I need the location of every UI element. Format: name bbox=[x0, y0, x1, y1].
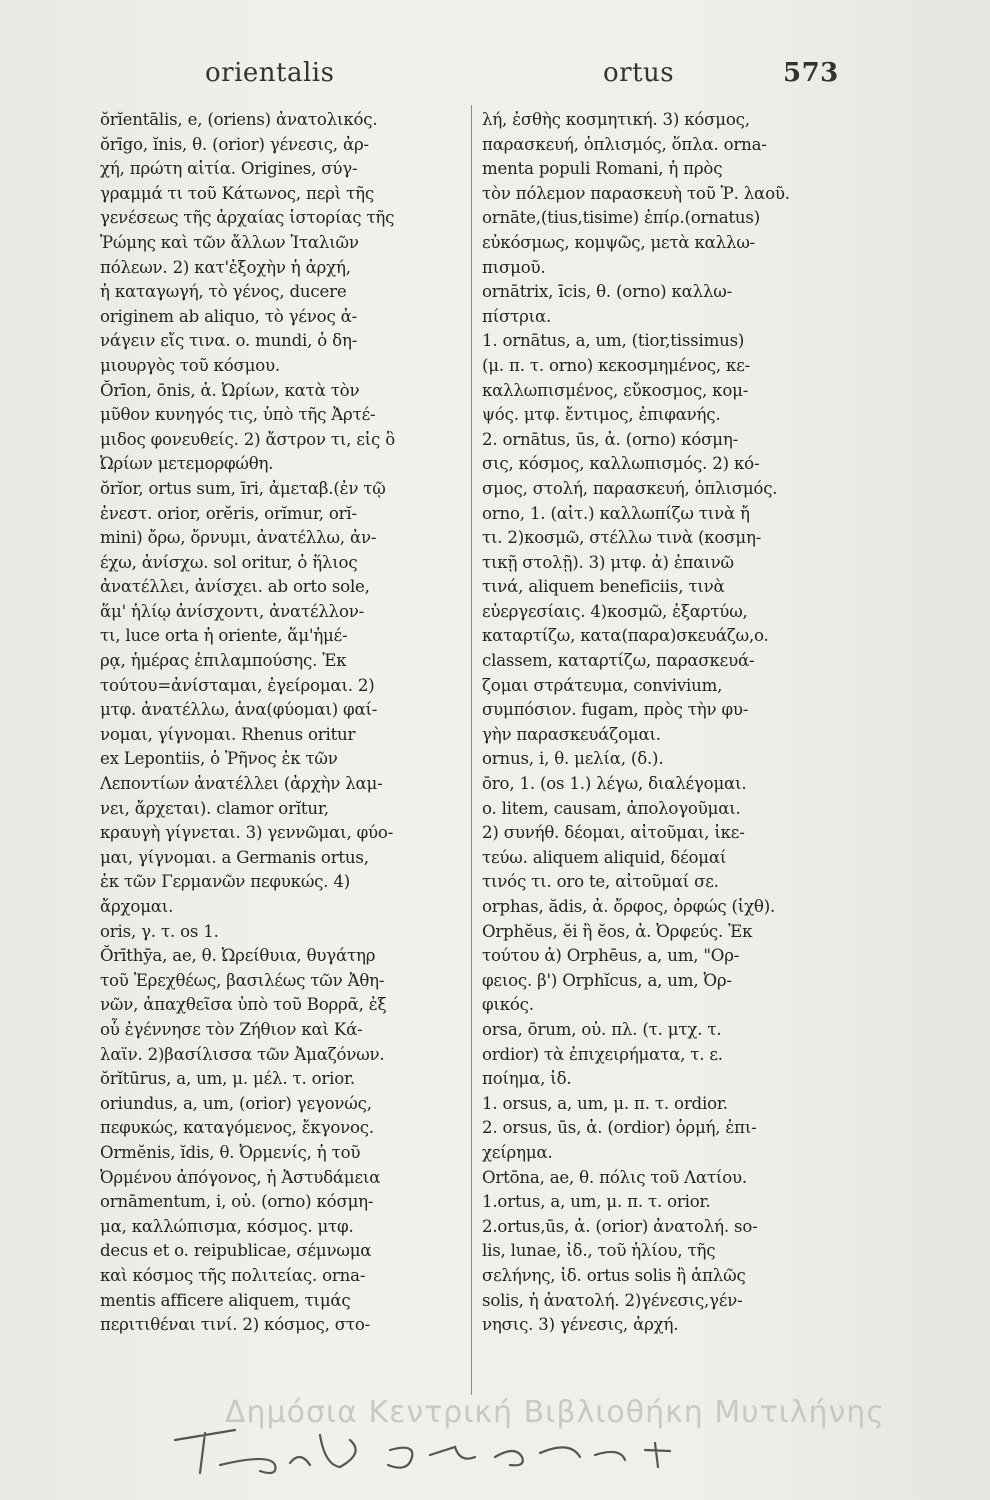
entry-line: οὗ ἐγέννησε τὸν Ζήθιον καὶ Κά- bbox=[100, 1019, 363, 1039]
entry-line: ornātrix, īcis, θ. (orno) καλλω- bbox=[482, 282, 733, 302]
entry-line: 2. orsus, ūs, ἀ. (ordior) ὁρμή, ἐπι- bbox=[482, 1118, 757, 1138]
entry-line: πεφυκώς, καταγόμενος, ἔκγονος. bbox=[100, 1118, 374, 1138]
entry-line: τεύω. aliquem aliquid, δέομαί bbox=[482, 847, 727, 867]
entry-line: ŏrīgo, ĭnis, θ. (orior) γένεσις, ἀρ- bbox=[100, 134, 369, 154]
entry-line: νει, ἄρχεται). clamor orĭtur, bbox=[100, 798, 329, 818]
page-number: 573 bbox=[783, 58, 839, 88]
entry-line: γενέσεως τῆς ἀρχαίας ἱστορίας τῆς bbox=[100, 208, 395, 228]
entry-line: ρᾳ, ἡμέρας ἐπιλαμπούσης. Ἐκ bbox=[100, 651, 347, 671]
entry-line: 1.ortus, a, um, μ. π. τ. orior. bbox=[482, 1192, 711, 1212]
entry-line: Ŏrīon, ōnis, ἀ. Ὠρίων, κατὰ τὸν bbox=[100, 380, 360, 400]
entry-line: (μ. π. τ. orno) κεκοσμημένος, κε- bbox=[482, 355, 750, 375]
running-head-left: orientalis bbox=[205, 58, 335, 88]
left-column bbox=[100, 108, 462, 1338]
entry-line: συμπόσιον. fugam, πρὸς τὴν φυ- bbox=[482, 700, 749, 720]
entry-line: Orphĕus, ĕi ἢ ĕos, ἀ. Ὀρφεύς. Ἐκ bbox=[482, 921, 753, 941]
entry-line: 1. orsus, a, um, μ. π. τ. ordior. bbox=[482, 1093, 728, 1113]
entry-line: σμος, στολή, παρασκευή, ὁπλισμός. bbox=[482, 478, 778, 498]
entry-line: νησις. 3) γένεσις, ἀρχή. bbox=[482, 1315, 679, 1335]
entry-line: χείρημα. bbox=[482, 1142, 553, 1162]
entry-line: lis, lunae, ἰδ., τοῦ ἡλίου, τῆς bbox=[482, 1241, 716, 1261]
entry-line: μῦθον κυνηγός τις, ὑπὸ τῆς Ἀρτέ- bbox=[100, 405, 376, 425]
library-watermark: Δημόσια Κεντρική Βιβλιοθήκη Μυτιλήνης bbox=[225, 1395, 885, 1430]
entry-line: τινά, aliquem beneficiis, τινὰ bbox=[482, 577, 725, 597]
entry-line: orsa, ōrum, οὐ. πλ. (τ. μτχ. τ. bbox=[482, 1019, 722, 1039]
entry-line: καταρτίζω, κατα(παρα)σκευάζω,o. bbox=[482, 626, 769, 646]
entry-line: orphas, ădis, ἀ. ὄρφος, ὀρφώς (ἰχθ). bbox=[482, 897, 776, 916]
entry-line: παρασκευή, ὁπλισμός, ὅπλα. orna- bbox=[482, 134, 767, 154]
entry-line: περιτιθέναι τινί. 2) κόσμος, στο- bbox=[100, 1315, 371, 1335]
entry-line: ornāte,(tius,tisime) ἐπίρ.(ornatus) bbox=[482, 208, 760, 228]
entry-line: ŏrĭentālis, e, (oriens) ἀνατολικός. bbox=[100, 110, 378, 129]
entry-line: τινός τι. oro te, αἰτοῦμαί σε. bbox=[482, 872, 719, 892]
entry-line: γὴν παρασκευάζομαι. bbox=[482, 724, 661, 744]
entry-line: ἐνεστ. orior, orĕris, orĭmur, orĭ- bbox=[100, 503, 357, 523]
entry-line: mini) ὄρω, ὄρνυμι, ἀνατέλλω, ἀν- bbox=[100, 528, 377, 548]
entry-line: oriundus, a, um, (orior) γεγονώς, bbox=[100, 1093, 372, 1113]
entry-line: ŏrĭtūrus, a, um, μ. μέλ. τ. orior. bbox=[100, 1069, 355, 1089]
entry-line: εὐκόσμως, κομψῶς, μετὰ καλλω- bbox=[482, 232, 756, 252]
entry-line: τι. 2)κοσμῶ, στέλλω τινὰ (κοσμη- bbox=[482, 528, 762, 548]
entry-line: ποίημα, ἰδ. bbox=[482, 1069, 572, 1089]
entry-line: ἡ καταγωγή, τὸ γένος, ducere bbox=[100, 282, 347, 302]
entry-line: ψός. μτφ. ἔντιμος, ἐπιφανής. bbox=[482, 405, 721, 425]
entry-line: λαϊν. 2)βασίλισσα τῶν Ἀμαζόνων. bbox=[100, 1044, 385, 1064]
entry-line: ζομαι στράτευμα, convivium, bbox=[482, 675, 723, 695]
entry-line: πόλεων. 2) κατ'ἐξοχὴν ἡ ἀρχή, bbox=[100, 257, 351, 277]
entry-line: σις, κόσμος, καλλωπισμός. 2) κό- bbox=[482, 454, 760, 474]
entry-line: ἐκ τῶν Γερμανῶν πεφυκώς. 4) bbox=[100, 872, 351, 892]
entry-line: 2. ornātus, ūs, ἀ. (orno) κόσμη- bbox=[482, 429, 738, 449]
entry-line: ἅμ' ἡλίῳ ἀνίσχοντι, ἀνατέλλον- bbox=[100, 601, 365, 621]
entry-line: Ortōna, ae, θ. πόλις τοῦ Λατίου. bbox=[482, 1167, 747, 1187]
entry-line: μιουργὸς τοῦ κόσμου. bbox=[100, 355, 280, 375]
entry-line: χή, πρώτη αἰτία. Origines, σύγ- bbox=[100, 159, 358, 179]
entry-line: originem ab aliquo, τὸ γένος ἀ- bbox=[100, 306, 358, 326]
entry-line: τούτου=ἀνίσταμαι, ἐγείρομαι. 2) bbox=[100, 675, 375, 695]
entry-line: τι, luce orta ἡ oriente, ἅμ'ἡμέ- bbox=[100, 626, 348, 646]
entry-line: solis, ἡ ἀνατολή. 2)γένεσις,γέν- bbox=[482, 1290, 743, 1310]
entry-line: νομαι, γίγνομαι. Rhenus oritur bbox=[100, 724, 356, 744]
entry-line: καὶ κόσμος τῆς πολιτείας. orna- bbox=[100, 1265, 366, 1285]
entry-line: oris, γ. τ. os 1. bbox=[100, 921, 219, 941]
entry-line: o. litem, causam, ἀπολογοῦμαι. bbox=[482, 798, 741, 818]
entry-line: τικῇ στολῇ). 3) μτφ. ἀ) ἐπαινῶ bbox=[482, 552, 734, 572]
entry-line: menta populi Romani, ἡ πρὸς bbox=[482, 159, 723, 179]
entry-line: Ὠρίων μετεμορφώθη. bbox=[100, 454, 274, 474]
entry-line: 1. ornātus, a, um, (tior,tissimus) bbox=[482, 331, 745, 351]
entry-line: Ormĕnis, ĭdis, θ. Ὀρμενίς, ἡ τοῦ bbox=[100, 1142, 361, 1162]
right-column bbox=[482, 108, 854, 1338]
entry-line: κραυγὴ γίγνεται. 3) γεννῶμαι, φύο- bbox=[100, 823, 394, 843]
entry-line: καλλωπισμένος, εὔκοσμος, κομ- bbox=[482, 380, 749, 400]
entry-line: έχω, ἀνίσχω. sol oritur, ὁ ἥλιος bbox=[100, 552, 358, 572]
entry-line: λή, ἐσθὴς κοσμητική. 3) κόσμος, bbox=[482, 110, 750, 129]
entry-line: εὐεργεσίαις. 4)κοσμῶ, ἐξαρτύω, bbox=[482, 601, 748, 621]
entry-line: ex Lepontiis, ὁ Ῥῆνος ἐκ τῶν bbox=[100, 749, 338, 769]
entry-line: μιδος φονευθείς. 2) ἄστρον τι, εἰς ὃ bbox=[100, 429, 395, 449]
entry-line: φικός. bbox=[482, 995, 534, 1015]
entry-line: ἀνατέλλει, ἀνίσχει. ab orto sole, bbox=[100, 577, 370, 597]
entry-line: ornus, i, θ. μελία, (δ.). bbox=[482, 749, 664, 769]
entry-line: ἄρχομαι. bbox=[100, 897, 174, 916]
entry-line: νάγειν εἴς τινα. o. mundi, ὁ δη- bbox=[100, 331, 358, 351]
entry-line: ordior) τὰ ἐπιχειρήματα, τ. ε. bbox=[482, 1044, 723, 1064]
entry-line: γραμμά τι τοῦ Κάτωνος, περὶ τῆς bbox=[100, 183, 374, 203]
running-head-right: ortus bbox=[603, 58, 675, 88]
entry-line: classem, καταρτίζω, παρασκευά- bbox=[482, 651, 755, 671]
entry-line: νῶν, ἁπαχθεῖσα ὑπὸ τοῦ Βορρᾶ, ἐξ bbox=[100, 995, 387, 1015]
entry-line: μτφ. ἀνατέλλω, ἀνα(φύομαι) φαί- bbox=[100, 700, 378, 720]
entry-line: τούτου ἀ) Orphēus, a, um, "Ορ- bbox=[482, 946, 740, 966]
entry-line: ornāmentum, i, οὐ. (orno) κόσμη- bbox=[100, 1192, 374, 1212]
column-divider bbox=[471, 105, 472, 1395]
entry-line: mentis afficere aliquem, τιμάς bbox=[100, 1290, 351, 1310]
entry-line: μαι, γίγνομαι. a Germanis ortus, bbox=[100, 847, 369, 867]
entry-line: σελήνης, ἰδ. ortus solis ἢ ἁπλῶς bbox=[482, 1265, 746, 1285]
entry-line: Ŏrīthȳa, ae, θ. Ὠρείθυια, θυγάτηρ bbox=[100, 946, 376, 966]
entry-line: πισμοῦ. bbox=[482, 257, 546, 277]
handwritten-signature bbox=[150, 1395, 710, 1475]
entry-line: Λεποντίων ἀνατέλλει (ἀρχὴν λαμ- bbox=[100, 774, 383, 794]
entry-line: ōro, 1. (os 1.) λέγω, διαλέγομαι. bbox=[482, 774, 747, 794]
entry-line: orno, 1. (αἰτ.) καλλωπίζω τινὰ ἤ bbox=[482, 503, 750, 523]
entry-line: Ῥώμης καὶ τῶν ἄλλων Ἰταλιῶν bbox=[100, 232, 359, 252]
entry-line: πίστρια. bbox=[482, 306, 552, 326]
entry-line: 2.ortus,ūs, ἀ. (orior) ἀνατολή. so- bbox=[482, 1216, 758, 1236]
entry-line: τὸν πόλεμον παρασκευὴ τοῦ Ῥ. λαοῦ. bbox=[482, 183, 790, 203]
entry-line: ŏrĭor, ortus sum, īri, ἀμεταβ.(ἐν τῷ bbox=[100, 478, 386, 498]
entry-line: 2) συνήθ. δέομαι, αἰτοῦμαι, ἱκε- bbox=[482, 823, 745, 843]
entry-line: μα, καλλώπισμα, κόσμος. μτφ. bbox=[100, 1216, 354, 1236]
entry-line: Ὀρμένου ἀπόγονος, ἡ Ἀστυδάμεια bbox=[100, 1167, 381, 1187]
entry-line: φειος. β') Orphĭcus, a, um, Ὀρ- bbox=[482, 970, 732, 990]
entry-line: decus et o. reipublicae, σέμνωμα bbox=[100, 1241, 372, 1261]
entry-line: τοῦ Ἐρεχθέως, βασιλέως τῶν Ἀθη- bbox=[100, 970, 385, 990]
